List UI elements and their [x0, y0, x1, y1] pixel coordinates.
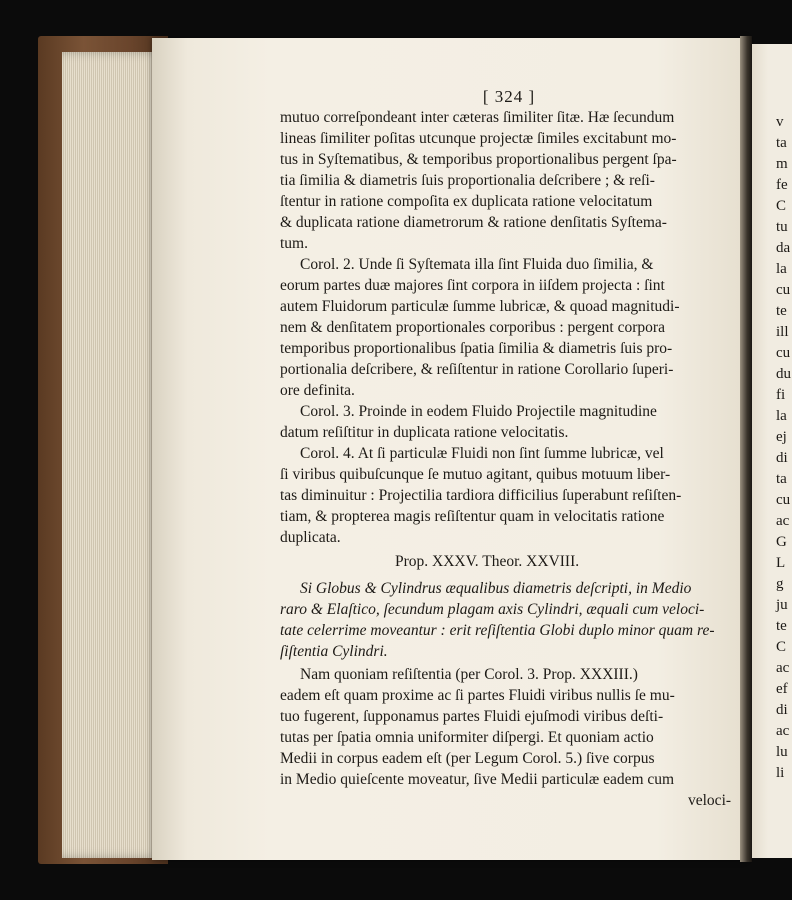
fragment: la: [776, 261, 787, 277]
text-line: temporibus proportionalibus ſpatia ſimilia & diametris ſuis pro-: [280, 340, 673, 357]
proposition-heading: Prop. XXXV. Theor. XXVIII.: [395, 553, 580, 570]
fragment: di: [776, 702, 788, 718]
fragment: lu: [776, 744, 788, 760]
text-line: tuo fugerent, ſupponamus partes Fluidi ejuſmodi viribus deſti-: [280, 708, 664, 725]
fragment: tu: [776, 219, 788, 235]
text-line: portionalia deſcribere, & reſiſtentur in ratione Corollario ſuperi-: [280, 361, 674, 378]
book-gutter: [740, 36, 752, 862]
text-line: duplicata.: [280, 529, 341, 546]
text-line: mutuo correſpondeant inter cæteras ſimiliter ſitæ. Hæ ſecundum: [280, 109, 675, 126]
corollary-4: Corol. 4. At ſi particulæ Fluidi non ſint ſumme lubricæ, vel: [300, 445, 664, 462]
fragment: la: [776, 408, 787, 424]
corollary-3: Corol. 3. Proinde in eodem Fluido Projectile magnitudine: [300, 403, 657, 420]
text-line: tum.: [280, 235, 308, 252]
text-line: Medii in corpus eadem eſt (per Legum Corol. 5.) ſive corpus: [280, 750, 655, 767]
fragment: ef: [776, 681, 788, 697]
text-line: tiam, & propterea magis reſiſtentur quam in velocitatis ratione: [280, 508, 665, 525]
fragment: cu: [776, 492, 791, 508]
fragment: L: [776, 555, 786, 571]
theorem-statement: Si Globus & Cylindrus æqualibus diametris deſcripti, in Medio: [300, 580, 692, 597]
text-line: tus in Syſtematibus, & temporibus proportionalibus pergent ſpa-: [280, 151, 677, 168]
theorem-statement: raro & Elaſtico, ſecundum plagam axis Cylindri, æquali cum veloci-: [280, 601, 705, 618]
catchword: veloci-: [688, 792, 732, 809]
fragment: ta: [776, 135, 787, 151]
text-line: ſtentur in ratione compoſita ex duplicata ratione velocitatum: [280, 193, 653, 210]
fragment: v: [776, 114, 784, 130]
text-line: nem & denſitatem proportionales corporibus : pergent corpora: [280, 319, 665, 336]
fragment: C: [776, 639, 787, 655]
fragment: ill: [776, 324, 789, 340]
fragment: ej: [776, 429, 787, 445]
fragment: di: [776, 450, 788, 466]
text-line: autem Fluidorum particulæ ſumme lubricæ, & quoad magnitudi-: [280, 298, 680, 315]
fragment: fi: [776, 387, 786, 403]
fragment: ju: [776, 597, 788, 613]
page-edges: [62, 52, 162, 858]
text-line: eorum partes duæ majores ſint corpora in iiſdem projecta : ſint: [280, 277, 665, 294]
text-line: & duplicata ratione diametrorum & ratione denſitatis Syſtema-: [280, 214, 667, 231]
text-line: lineas ſimiliter poſitas utcunque projectæ ſimiles excitabunt mo-: [280, 130, 677, 147]
fragment: te: [776, 618, 787, 634]
proof-start: Nam quoniam reſiſtentia (per Corol. 3. Prop. XXXIII.): [300, 666, 638, 683]
fragment: G: [776, 534, 787, 550]
text-line: datum reſiſtitur in duplicata ratione velocitatis.: [280, 424, 569, 441]
text-line: tutas per ſpatia omnia uniformiter diſpergi. Et quoniam actio: [280, 729, 654, 746]
fragment: li: [776, 765, 785, 781]
fragment: ac: [776, 660, 790, 676]
fragment: m: [776, 156, 788, 172]
theorem-statement: ſiſtentia Cylindri.: [280, 643, 388, 660]
text-line: in Medio quieſcente moveatur, ſive Medii particulæ eadem cum: [280, 771, 675, 788]
text-line: ore definita.: [280, 382, 355, 399]
fragment: ta: [776, 471, 787, 487]
fragment: C: [776, 198, 787, 214]
fragment: cu: [776, 345, 791, 361]
fragment: g: [776, 576, 784, 592]
corollary-2: Corol. 2. Unde ſi Syſtemata illa ſint Fluida duo ſimilia, &: [300, 256, 654, 273]
fragment: da: [776, 240, 791, 256]
fragment: cu: [776, 282, 791, 298]
fragment: te: [776, 303, 787, 319]
fragment: ac: [776, 513, 790, 529]
fragment: ac: [776, 723, 790, 739]
page-number: [ 324 ]: [482, 87, 536, 106]
theorem-statement: tate celerrime moveantur : erit reſiſtentia Globi duplo minor quam re-: [280, 622, 715, 639]
fragment: fe: [776, 177, 788, 193]
fragment: du: [776, 366, 791, 382]
text-line: tia ſimilia & diametris ſuis proportionalia deſcribere ; & reſi-: [280, 172, 655, 189]
text-line: eadem eſt quam proxime ac ſi partes Fluidi viribus nullis ſe mu-: [280, 687, 675, 704]
text-line: ſi viribus quibuſcunque ſe mutuo agitant, quibus motuum liber-: [280, 466, 671, 483]
text-line: tas diminuitur : Projectilia tardiora difficilius ſuperabunt reſiſten-: [280, 487, 682, 504]
